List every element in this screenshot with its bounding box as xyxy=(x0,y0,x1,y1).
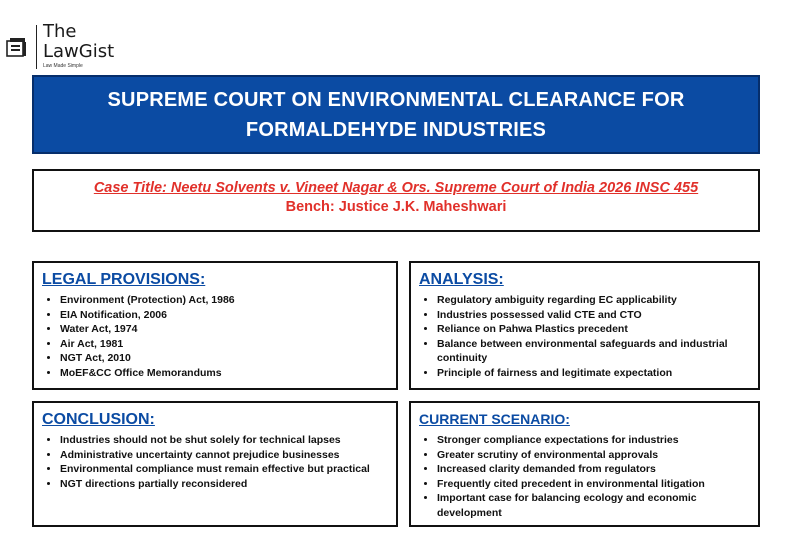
list-item: • Environmental compliance must remain effective but practical xyxy=(60,462,388,477)
list-item: • Frequently cited precedent in environmental litigation xyxy=(437,477,750,492)
list-item: • Important case for balancing ecology and economic development xyxy=(437,491,750,520)
current-scenario-list xyxy=(419,433,750,521)
current-scenario-card xyxy=(409,401,760,527)
legal-provisions-card xyxy=(32,261,398,390)
page-title: SUPREME COURT ON ENVIRONMENTAL CLEARANCE FOR FORMALDEHYDE INDUSTRIES xyxy=(107,88,685,141)
logo xyxy=(6,22,126,72)
list-item: • Industries possessed valid CTE and CTO xyxy=(437,308,750,323)
list-item: • Balance between environmental safeguards and industrial continuity xyxy=(437,337,750,366)
list-item: • Principle of fairness and legitimate expectation xyxy=(437,366,750,381)
list-item: • Increased clarity demanded from regulators xyxy=(437,462,750,477)
list-item: • MoEF&CC Office Memorandums xyxy=(60,366,388,381)
logo-divider xyxy=(36,25,37,69)
logo-title: The LawGist xyxy=(43,21,115,62)
list-item: • NGT directions partially reconsidered xyxy=(60,477,388,492)
case-info-box xyxy=(32,169,760,232)
legal-provisions-heading: LEGAL PROVISIONS: xyxy=(42,271,206,288)
list-item: • NGT Act, 2010 xyxy=(60,351,388,366)
book-icon xyxy=(6,36,28,60)
conclusion-card xyxy=(32,401,398,527)
analysis-card xyxy=(409,261,760,390)
list-item: • Water Act, 1974 xyxy=(60,322,388,337)
current-scenario-heading: CURRENT SCENARIO: xyxy=(419,411,570,427)
list-item: • Industries should not be shut solely for technical lapses xyxy=(60,433,388,448)
bench: Bench: Justice J.K. Maheshwari xyxy=(285,199,507,215)
conclusion-heading: CONCLUSION: xyxy=(42,411,155,428)
conclusion-list xyxy=(42,433,388,491)
list-item: • Reliance on Pahwa Plastics precedent xyxy=(437,322,750,337)
case-title: Case Title: Neetu Solvents v. Vineet Nagar & Ors. Supreme Court of India 2026 INSC 455 xyxy=(93,180,699,196)
list-item: • Air Act, 1981 xyxy=(60,337,388,352)
list-item: • EIA Notification, 2006 xyxy=(60,308,388,323)
list-item: • Stronger compliance expectations for industries xyxy=(437,433,750,448)
title-banner xyxy=(32,75,760,154)
logo-tagline: Law Made Simple xyxy=(43,63,83,69)
analysis-list xyxy=(419,293,750,381)
analysis-heading: ANALYSIS: xyxy=(419,271,504,288)
list-item: • Environment (Protection) Act, 1986 xyxy=(60,293,388,308)
list-item: • Regulatory ambiguity regarding EC applicability xyxy=(437,293,750,308)
legal-provisions-list xyxy=(42,293,388,381)
list-item: • Administrative uncertainty cannot prejudice businesses xyxy=(60,448,388,463)
list-item: • Greater scrutiny of environmental approvals xyxy=(437,448,750,463)
